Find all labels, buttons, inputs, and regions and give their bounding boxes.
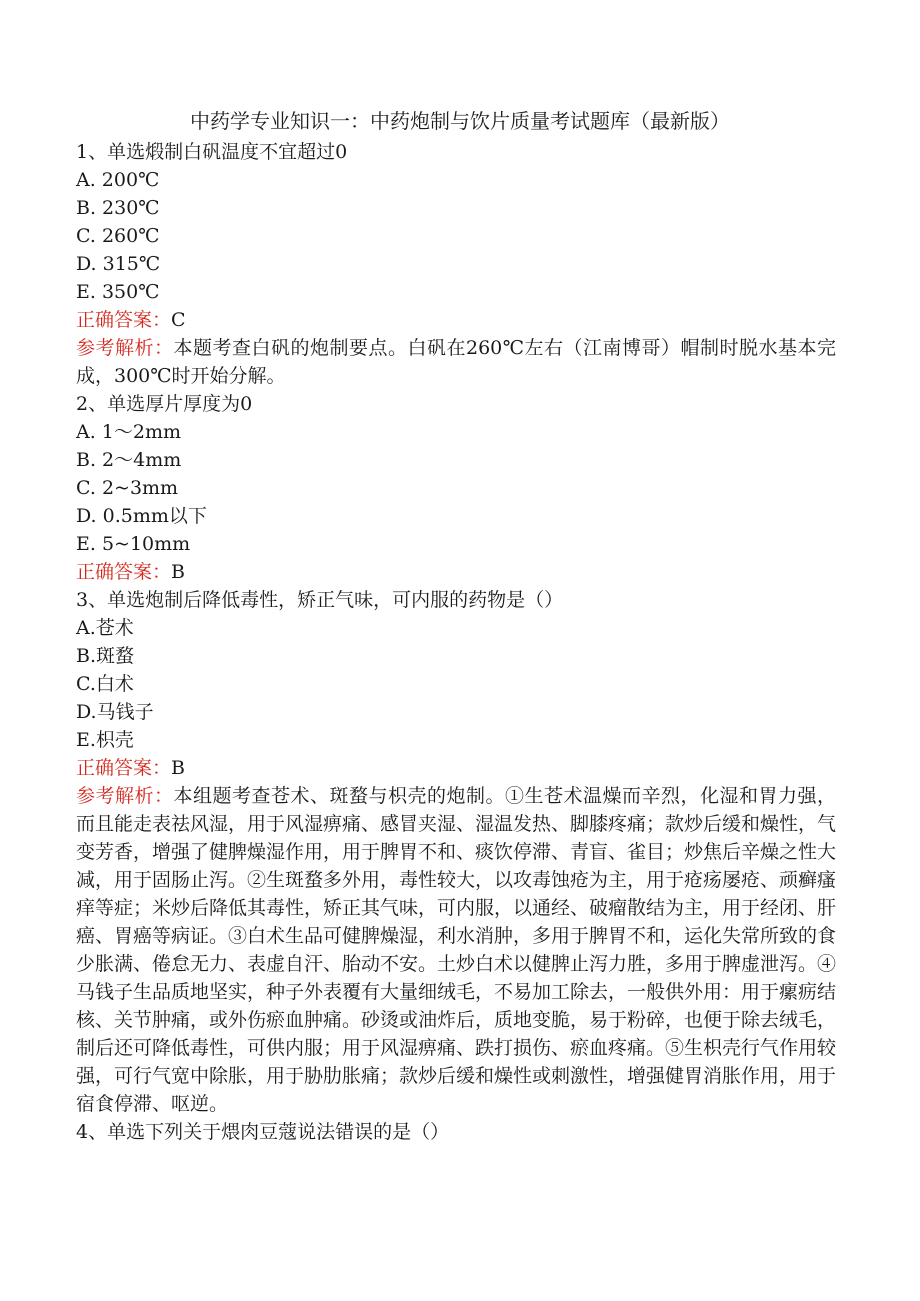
answer-value: C bbox=[171, 309, 186, 331]
option-b: B. 2～4mm bbox=[76, 449, 182, 471]
option-b: B. 230℃ bbox=[76, 197, 160, 219]
option-e: E.枳壳 bbox=[76, 729, 134, 751]
analysis-label: 参考解析： bbox=[76, 785, 174, 807]
question-2 bbox=[76, 390, 836, 586]
document-body bbox=[76, 138, 836, 1146]
answer-value: B bbox=[171, 757, 185, 779]
option-c: C.白术 bbox=[76, 673, 134, 695]
analysis bbox=[76, 782, 836, 1118]
option-e: E. 5~10mm bbox=[76, 533, 191, 555]
answer-value: B bbox=[171, 561, 185, 583]
analysis-text: 本题考查白矾的炮制要点。白矾在260℃左右（江南博哥）帽制时脱水基本完成，300℃时开始分解。 bbox=[76, 337, 836, 387]
document-title: 中药学专业知识一：中药炮制与饮片质量考试题库（最新版） bbox=[190, 109, 730, 133]
analysis bbox=[76, 334, 836, 390]
analysis-text: 本组题考查苍术、斑蝥与枳壳的炮制。①生苍术温燥而辛烈，化湿和胃力强，而且能走表祛风湿，用于风湿痹痛、感冒夹湿、湿温发热、脚膝疼痛；款炒后缓和燥性，气变芳香，增强了健脾燥湿作用，用于脾胃不和、痰饮停滞、青盲、雀目；炒焦后辛燥之性大减，用于固肠止泻。②生斑蝥多外用，毒性较大，以攻毒蚀疮为主，用于疮疡屡疮、顽癣瘙痒等症；米炒后降低其毒性，矫正其气味，可内服，以通经、破瘤散结为主，用于经闭、肝癌、胃癌等病证。③白术生品可健脾燥湿，利水消肿，多用于脾胃不和，运化失常所致的食少胀满、倦怠无力、表虚自汗、胎动不安。土炒白术以健脾止泻力胜，多用于脾虚泄泻。④马钱子生品质地坚实，种子外表覆有大量细绒毛，不易加工除去，一般供外用：用于瘰疬结核、关节肿痛，或外伤瘀血肿痛。砂烫或油炸后，质地变脆，易于粉碎，也便于除去绒毛，制后还可降低毒性，可供内服；用于风湿痹痛、跌打损伤、瘀血疼痛。⑤生枳壳行气作用较强，可行气宽中除胀，用于胁肋胀痛；款炒后缓和燥性或刺激性，增强健胃消胀作用，用于宿食停滞、呕逆。 bbox=[76, 785, 837, 1115]
option-a: A. 1～2mm bbox=[76, 421, 182, 443]
question-1 bbox=[76, 138, 836, 390]
option-c: C. 2~3mm bbox=[76, 477, 179, 499]
option-b: B.斑蝥 bbox=[76, 645, 135, 667]
analysis-label: 参考解析： bbox=[76, 337, 174, 359]
option-a: A. 200℃ bbox=[76, 169, 160, 191]
option-d: D.马钱子 bbox=[76, 701, 154, 723]
question-stem: 4、单选下列关于煨肉豆蔻说法错误的是（） bbox=[76, 1121, 450, 1143]
answer-label: 正确答案： bbox=[76, 309, 172, 331]
question-stem: 2、单选厚片厚度为0 bbox=[76, 393, 253, 415]
answer-line bbox=[76, 558, 836, 586]
option-d: D. 315℃ bbox=[76, 253, 161, 275]
option-e: E. 350℃ bbox=[76, 281, 160, 303]
answer-label: 正确答案： bbox=[76, 757, 172, 779]
question-stem: 1、单选煅制白矾温度不宜超过0 bbox=[76, 141, 348, 163]
answer-label: 正确答案： bbox=[76, 561, 172, 583]
question-stem: 3、单选炮制后降低毒性，矫正气味，可内服的药物是（） bbox=[76, 589, 564, 611]
question-3 bbox=[76, 586, 836, 1118]
option-c: C. 260℃ bbox=[76, 225, 160, 247]
option-a: A.苍术 bbox=[76, 617, 134, 639]
option-d: D. 0.5mm以下 bbox=[76, 505, 207, 527]
question-4 bbox=[76, 1118, 836, 1146]
answer-line bbox=[76, 754, 836, 782]
answer-line bbox=[76, 306, 836, 334]
